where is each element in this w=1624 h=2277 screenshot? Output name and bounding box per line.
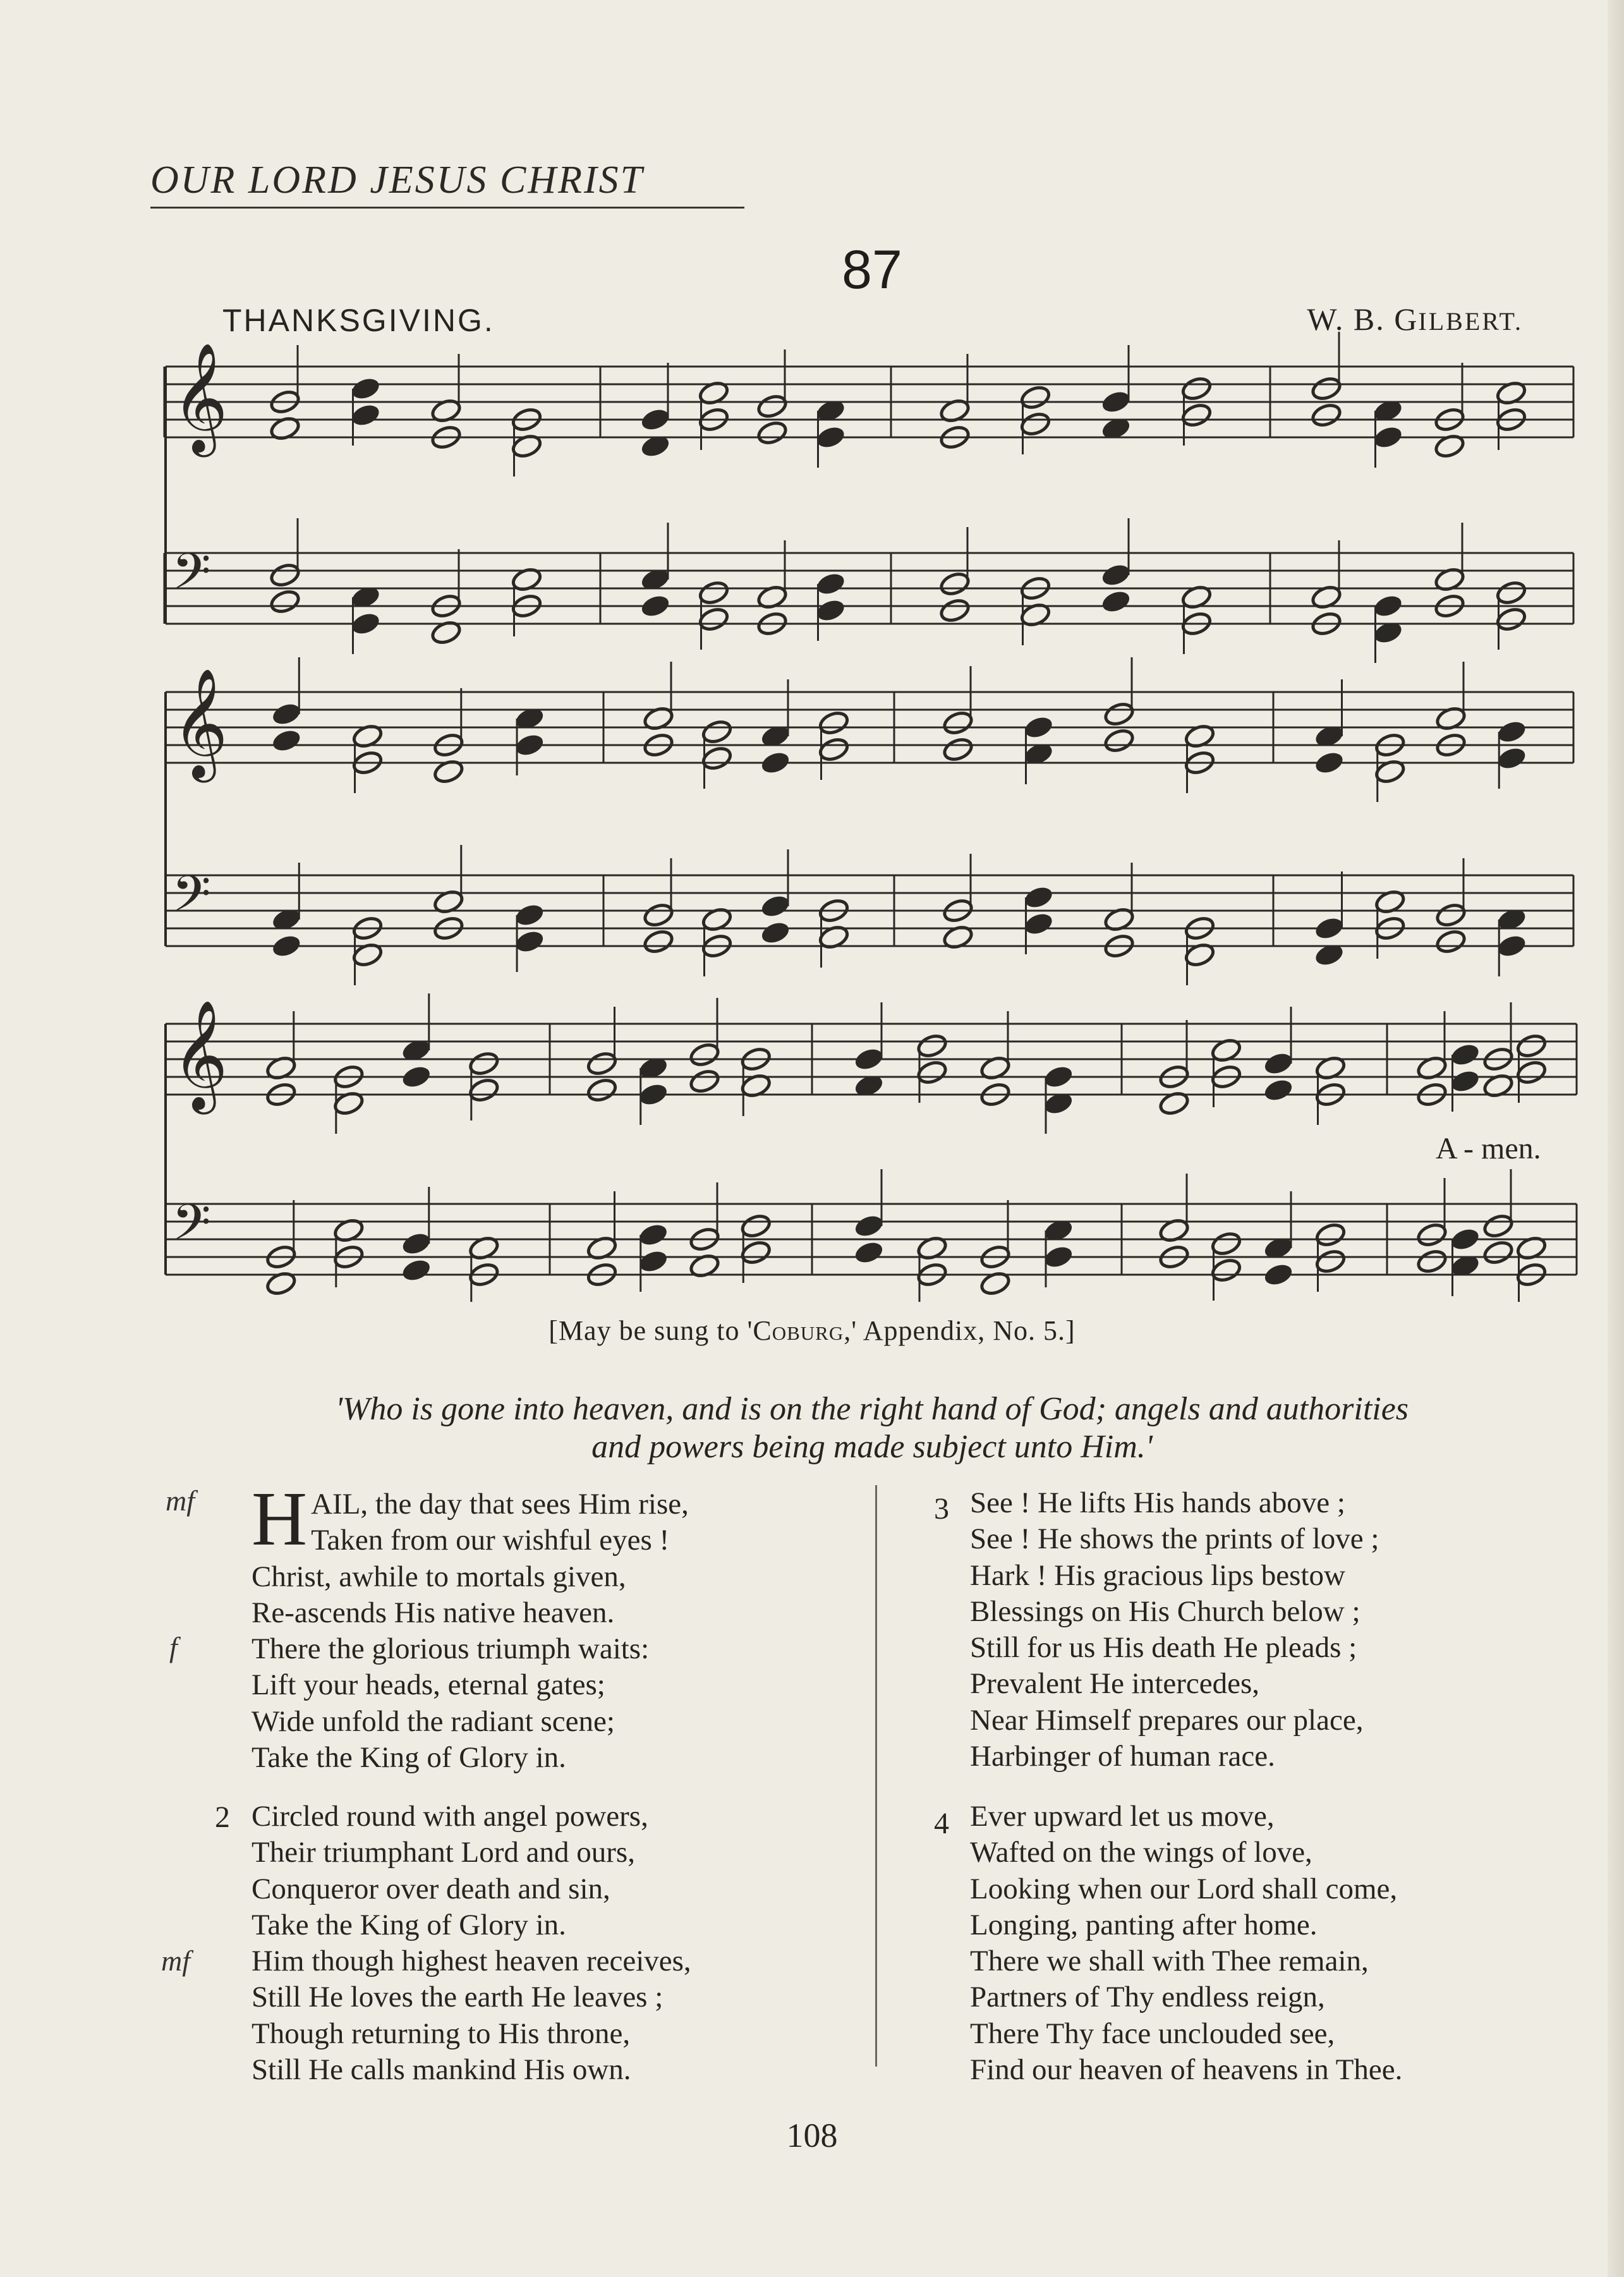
verse-line: Still for us His death He pleads ; <box>970 1631 1357 1665</box>
note-head <box>1449 1041 1481 1068</box>
note-head <box>1019 411 1051 437</box>
note-head <box>852 1239 885 1266</box>
note-head <box>1515 1033 1548 1059</box>
note-head <box>1019 384 1051 411</box>
verse-line: Ever upward let us move, <box>970 1800 1275 1833</box>
note-head <box>701 719 733 745</box>
note-head <box>1482 1239 1514 1266</box>
tune-name: THANKSGIVING. <box>222 303 495 338</box>
note-head <box>1434 928 1467 955</box>
verse-line: Blessings on His Church below ; <box>970 1594 1360 1628</box>
note-head <box>818 736 850 763</box>
note-head <box>701 745 733 772</box>
verse-line: Looking when our Lord shall come, <box>970 1872 1398 1905</box>
note-head <box>1313 915 1345 942</box>
note-head <box>1262 1077 1294 1103</box>
note-head <box>1372 424 1404 451</box>
section-title: OUR LORD JESUS CHRIST <box>150 158 744 209</box>
verse-number: 4 <box>934 1807 949 1840</box>
note-head <box>1495 580 1527 606</box>
note-head <box>1180 402 1213 428</box>
note-head <box>815 424 847 451</box>
note-head <box>468 1077 500 1103</box>
note-head <box>637 1248 669 1275</box>
verse-3 <box>970 1485 1379 1775</box>
verse-line: Hark ! His gracious lips bestow <box>970 1558 1345 1592</box>
quote-line-1: 'Who is gone into heaven, and is on the right hand of God; angels and authorities <box>335 1391 1409 1427</box>
note-head <box>1314 1248 1347 1275</box>
note-head <box>1496 933 1528 959</box>
note-head <box>349 402 382 428</box>
note-head <box>1495 606 1527 633</box>
note-head <box>270 727 303 754</box>
verse-line: Still He calls mankind His own. <box>251 2053 631 2087</box>
note-head <box>1100 389 1132 415</box>
verse-line: Wafted on the wings of love, <box>970 1836 1312 1869</box>
note-head <box>1482 1213 1514 1239</box>
note-head <box>1100 588 1132 615</box>
verse-line: Prevalent He intercedes, <box>970 1667 1260 1701</box>
alternative-tune-note <box>0 1315 1624 1347</box>
note-head <box>513 902 545 928</box>
note-head <box>1210 1230 1242 1257</box>
note-head <box>400 1230 432 1257</box>
note-head <box>637 1081 669 1108</box>
note-head <box>938 571 971 597</box>
note-head <box>1434 902 1467 928</box>
note-head <box>1022 911 1055 937</box>
note-head <box>1180 375 1213 402</box>
verse-1 <box>251 1476 689 1776</box>
page-number: 108 <box>786 2116 838 2154</box>
note-head <box>639 406 671 433</box>
verse-line: There Thy face unclouded see, <box>970 2017 1335 2050</box>
note-head <box>1210 1257 1242 1284</box>
note-head <box>942 736 974 763</box>
drop-cap: H <box>251 1476 308 1562</box>
note-head <box>688 1041 720 1068</box>
note-head <box>1314 1222 1347 1248</box>
hymn-number: 87 <box>842 240 902 300</box>
note-head <box>468 1050 500 1077</box>
note-head <box>1415 1222 1448 1248</box>
note-head <box>698 606 730 633</box>
note-head <box>815 571 847 597</box>
treble-clef: 𝄞 <box>172 1000 228 1110</box>
note-head <box>1449 1226 1481 1253</box>
verse-line: Conqueror over death and sin, <box>251 1872 610 1905</box>
verse-line: Him though highest heaven receives, <box>251 1945 691 1978</box>
verse-line: Partners of Thy endless reign, <box>970 1981 1325 2014</box>
note-head <box>1310 375 1342 402</box>
note-head <box>759 893 791 920</box>
note-head <box>513 732 545 758</box>
note-head <box>1415 1248 1448 1275</box>
bass-clef: 𝄢 <box>172 865 211 935</box>
note-head <box>1372 593 1404 619</box>
note-head <box>759 920 791 946</box>
note-head <box>852 1213 885 1239</box>
note-head <box>639 593 671 619</box>
note-head <box>269 562 301 588</box>
note-head <box>1496 719 1528 745</box>
note-head <box>349 610 382 637</box>
note-head <box>698 580 730 606</box>
verse-line: Harbinger of human race. <box>970 1740 1275 1773</box>
note-head <box>642 928 674 955</box>
verse-line: See ! He shows the prints of love ; <box>970 1522 1379 1556</box>
note-head <box>270 701 303 727</box>
verse-line: Though returning to His throne, <box>251 2017 631 2050</box>
note-head <box>1103 727 1135 754</box>
note-head <box>1313 750 1345 776</box>
note-head <box>688 1068 720 1095</box>
note-head <box>586 1050 618 1077</box>
verse-line: Their triumphant Lord and ours, <box>251 1836 635 1869</box>
verse-line: Re-ascends His native heaven. <box>251 1596 615 1629</box>
note-head <box>1042 1244 1074 1270</box>
note-head <box>1103 701 1135 727</box>
note-head <box>637 1222 669 1248</box>
alt-tune-suffix: ,' Appendix, No. 5.] <box>844 1315 1076 1346</box>
verse-number: 2 <box>215 1800 230 1834</box>
note-head <box>942 710 974 736</box>
alt-tune-prefix: [May be sung to ' <box>548 1315 753 1346</box>
dynamic-f: f <box>169 1631 178 1663</box>
note-head <box>852 1046 885 1072</box>
note-head <box>513 928 545 955</box>
verse-line: See ! He lifts His hands above ; <box>970 1486 1345 1519</box>
note-head <box>642 902 674 928</box>
note-head <box>916 1033 948 1059</box>
verse-number: 3 <box>934 1492 949 1526</box>
treble-clef: 𝄞 <box>172 343 228 452</box>
note-head <box>740 1213 772 1239</box>
note-head <box>1022 714 1055 741</box>
note-head <box>815 597 847 624</box>
verse-line: Still He loves the earth He leaves ; <box>251 1981 664 2014</box>
note-head <box>916 1059 948 1086</box>
treble-clef: 𝄞 <box>172 668 228 778</box>
verse-line: Wide unfold the radiant scene; <box>251 1704 615 1738</box>
note-head <box>756 420 788 446</box>
note-head <box>759 750 791 776</box>
note-head <box>1310 402 1342 428</box>
verse-line: Take the King of Glory in. <box>251 1741 566 1775</box>
verse-line: There the glorious triumph waits: <box>251 1632 650 1666</box>
verse-line: Longing, panting after home. <box>970 1908 1318 1941</box>
verse-line: AIL, the day that sees Him rise, <box>311 1488 689 1521</box>
note-head <box>740 1239 772 1266</box>
verse-2 <box>251 1799 691 2088</box>
dynamic-mf: mf <box>166 1485 195 1517</box>
verse-line: Find our heaven of heavens in Thee. <box>970 2053 1403 2087</box>
note-head <box>818 710 850 736</box>
note-head <box>270 933 303 959</box>
note-head <box>1262 1050 1294 1077</box>
note-head <box>1100 562 1132 588</box>
verse-line: Taken from our wishful eyes ! <box>311 1524 670 1557</box>
note-head <box>349 375 382 402</box>
quote-line-2: and powers being made subject unto Him.' <box>591 1429 1153 1466</box>
note-head <box>1449 1068 1481 1095</box>
verse-line: There we shall with Thee remain, <box>970 1945 1369 1978</box>
verse-line: Take the King of Glory in. <box>251 1908 566 1941</box>
verse-line: Christ, awhile to mortals given, <box>251 1560 626 1593</box>
note-head <box>400 1064 432 1090</box>
verse-line: Circled round with angel powers, <box>251 1800 648 1833</box>
note-head <box>1496 745 1528 772</box>
note-head <box>269 588 301 615</box>
dynamic-mf: mf <box>161 1945 190 1977</box>
note-head <box>1262 1261 1294 1288</box>
scripture-quote <box>158 1390 1586 1467</box>
column-divider <box>875 1485 877 2067</box>
note-head <box>1042 1064 1074 1090</box>
bass-clef: 𝄢 <box>172 1193 211 1264</box>
note-head <box>756 393 788 420</box>
composer-name: W. B. GILBERT. <box>1307 301 1523 337</box>
note-head <box>1022 884 1055 911</box>
note-head <box>938 597 971 624</box>
note-head <box>400 1257 432 1284</box>
bass-clef: 𝄢 <box>172 542 211 613</box>
verse-4 <box>970 1799 1402 2088</box>
note-head <box>1515 1059 1548 1086</box>
verse-line: Lift your heads, eternal gates; <box>251 1668 605 1702</box>
alt-tune-name: Coburg <box>753 1315 844 1346</box>
note-head <box>586 1077 618 1103</box>
verse-line: Near Himself prepares our place, <box>970 1703 1364 1737</box>
amen-lyric: A - men. <box>1436 1132 1541 1165</box>
